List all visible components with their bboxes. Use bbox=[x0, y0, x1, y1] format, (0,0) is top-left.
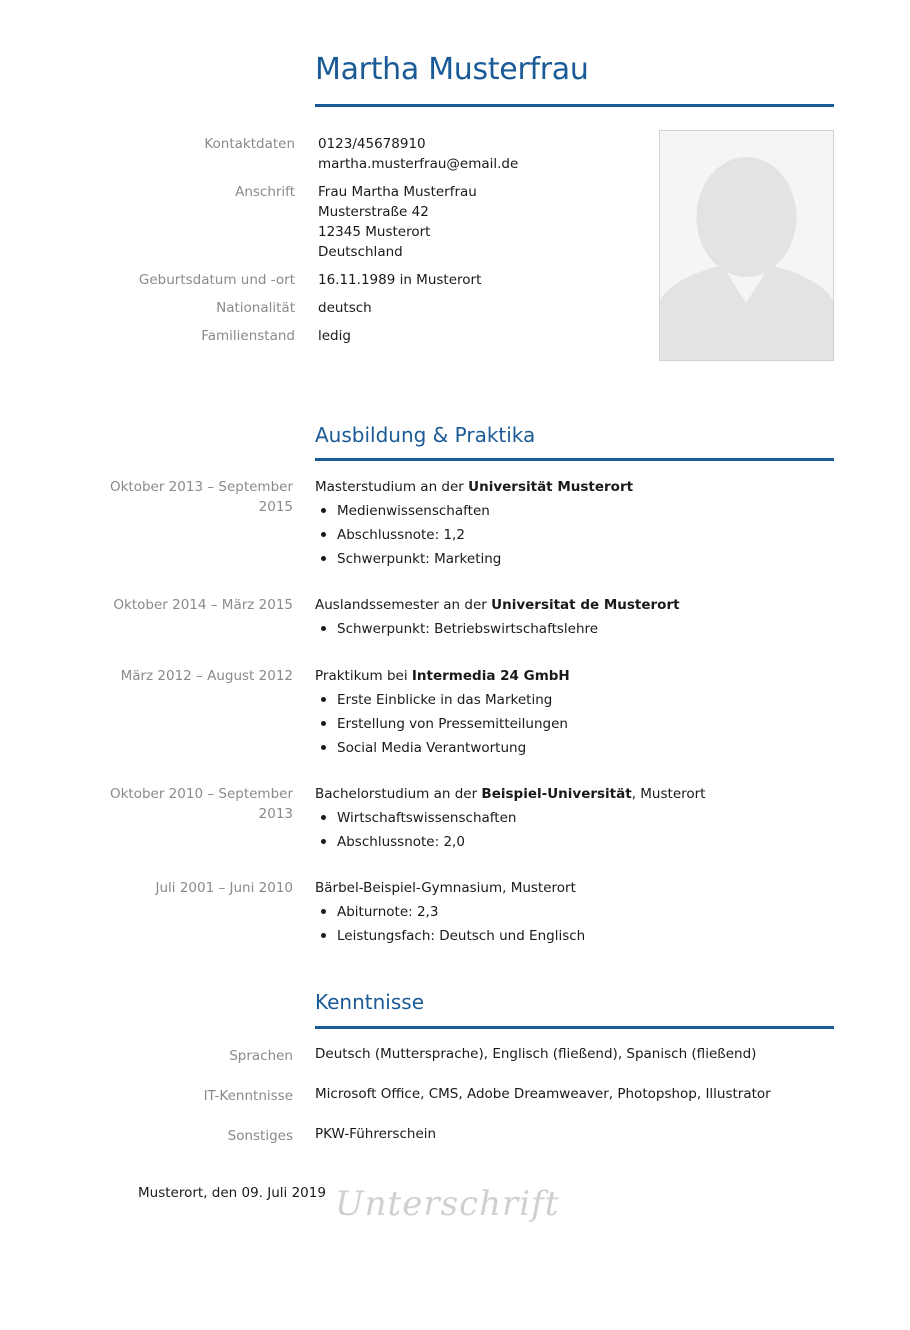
address-line: Deutschland bbox=[318, 244, 403, 260]
entry-date-line: Oktober 2014 – März 2015 bbox=[113, 597, 293, 613]
address-line: Musterstraße 42 bbox=[318, 204, 429, 220]
bullet-icon bbox=[321, 626, 326, 631]
entry-title bbox=[315, 666, 834, 686]
education-entry bbox=[315, 878, 834, 950]
list-item: Abschlussnote: 1,2 bbox=[315, 525, 834, 549]
section-heading-education: Ausbildung & Praktika bbox=[315, 423, 536, 447]
list-item: Abiturnote: 2,3 bbox=[315, 902, 834, 926]
skill-value-languages: Deutsch (Muttersprache), Englisch (fließend), Spanisch (fließend) bbox=[315, 1046, 757, 1062]
list-item: Wirtschaftswissenschaften bbox=[315, 808, 834, 832]
entry-date-line: Oktober 2013 – September bbox=[109, 479, 293, 495]
entry-date bbox=[113, 595, 293, 615]
entry-title-text: Masterstudium an der bbox=[315, 479, 469, 495]
entry-title-suffix: , Musterort bbox=[631, 786, 706, 802]
list-item: Schwerpunkt: Marketing bbox=[315, 549, 834, 573]
entry-date bbox=[121, 666, 293, 686]
list-item: Medienwissenschaften bbox=[315, 501, 834, 525]
person-silhouette-icon bbox=[660, 131, 833, 360]
entry-title bbox=[315, 784, 834, 804]
page-title: Martha Musterfrau bbox=[315, 52, 589, 87]
entry-date bbox=[155, 878, 293, 898]
nationality-label: Nationalität bbox=[216, 300, 295, 316]
bullet-icon bbox=[321, 697, 326, 702]
skill-value-other: PKW-Führerschein bbox=[315, 1126, 437, 1142]
address-label: Anschrift bbox=[235, 184, 295, 200]
education-entry bbox=[315, 784, 834, 856]
title-divider bbox=[315, 104, 834, 107]
skill-label-it: IT-Kenntnisse bbox=[203, 1088, 293, 1104]
entry-bullet-list bbox=[315, 690, 834, 762]
bullet-icon bbox=[321, 556, 326, 561]
contact-label: Kontaktdaten bbox=[204, 136, 295, 152]
bullet-icon bbox=[321, 933, 326, 938]
entry-date-line: 2013 bbox=[258, 806, 293, 822]
bullet-icon bbox=[321, 532, 326, 537]
entry-date bbox=[110, 784, 293, 824]
list-item: Erstellung von Pressemitteilungen bbox=[315, 714, 834, 738]
education-entry bbox=[315, 666, 834, 762]
entry-institution: Universität Musterort bbox=[468, 479, 634, 495]
section-heading-skills: Kenntnisse bbox=[315, 990, 424, 1014]
signature: Unterschrift bbox=[335, 1184, 560, 1224]
education-entry bbox=[315, 477, 834, 573]
list-item: Schwerpunkt: Betriebswirtschaftslehre bbox=[315, 619, 834, 643]
entry-institution: Intermedia 24 GmbH bbox=[411, 668, 570, 684]
bullet-icon bbox=[321, 721, 326, 726]
family-value: ledig bbox=[318, 328, 351, 344]
bullet-icon bbox=[321, 815, 326, 820]
entry-date bbox=[110, 477, 293, 517]
entry-title-text: Bachelorstudium an der bbox=[315, 786, 482, 802]
entry-date-line: März 2012 – August 2012 bbox=[120, 668, 293, 684]
contact-phone: 0123/45678910 bbox=[318, 136, 426, 152]
entry-bullet-list bbox=[315, 808, 834, 856]
entry-institution: Beispiel-Universität bbox=[481, 786, 632, 802]
profile-photo bbox=[659, 130, 834, 361]
contact-email: martha.musterfrau@email.de bbox=[318, 156, 519, 172]
address-line: Frau Martha Musterfrau bbox=[318, 184, 477, 200]
entry-date-line: 2015 bbox=[258, 499, 293, 515]
entry-date-line: Oktober 2010 – September bbox=[109, 786, 293, 802]
list-item: Social Media Verantwortung bbox=[315, 738, 834, 762]
birth-label: Geburtsdatum und -ort bbox=[138, 272, 295, 288]
education-entry bbox=[315, 595, 834, 643]
list-item: Abschlussnote: 2,0 bbox=[315, 832, 834, 856]
entry-title bbox=[315, 878, 834, 898]
skill-label-languages: Sprachen bbox=[229, 1048, 293, 1064]
bullet-icon bbox=[321, 909, 326, 914]
birth-value: 16.11.1989 in Musterort bbox=[318, 272, 482, 288]
section-divider bbox=[315, 1026, 834, 1029]
address-line: 12345 Musterort bbox=[318, 224, 431, 240]
entry-date-line: Juli 2001 – Juni 2010 bbox=[155, 880, 293, 896]
entry-title bbox=[315, 477, 834, 497]
list-item: Leistungsfach: Deutsch und Englisch bbox=[315, 926, 834, 950]
nationality-value: deutsch bbox=[318, 300, 372, 316]
entry-title-text: Praktikum bei bbox=[315, 668, 412, 684]
entry-bullet-list bbox=[315, 501, 834, 573]
skill-label-other: Sonstiges bbox=[227, 1128, 293, 1144]
bullet-icon bbox=[321, 745, 326, 750]
list-item: Erste Einblicke in das Marketing bbox=[315, 690, 834, 714]
section-divider bbox=[315, 458, 834, 461]
family-label: Familienstand bbox=[201, 328, 295, 344]
entry-bullet-list bbox=[315, 619, 834, 643]
bullet-icon bbox=[321, 508, 326, 513]
skill-value-it: Microsoft Office, CMS, Adobe Dreamweaver, Photopshop, Illustrator bbox=[315, 1086, 771, 1102]
entry-institution: Universitat de Musterort bbox=[491, 597, 680, 613]
entry-title-text: Auslandssemester an der bbox=[315, 597, 492, 613]
entry-title-text: Bärbel-Beispiel-Gymnasium, Musterort bbox=[315, 880, 576, 896]
place-date: Musterort, den 09. Juli 2019 bbox=[138, 1185, 326, 1201]
bullet-icon bbox=[321, 839, 326, 844]
entry-bullet-list bbox=[315, 902, 834, 950]
entry-title bbox=[315, 595, 834, 615]
